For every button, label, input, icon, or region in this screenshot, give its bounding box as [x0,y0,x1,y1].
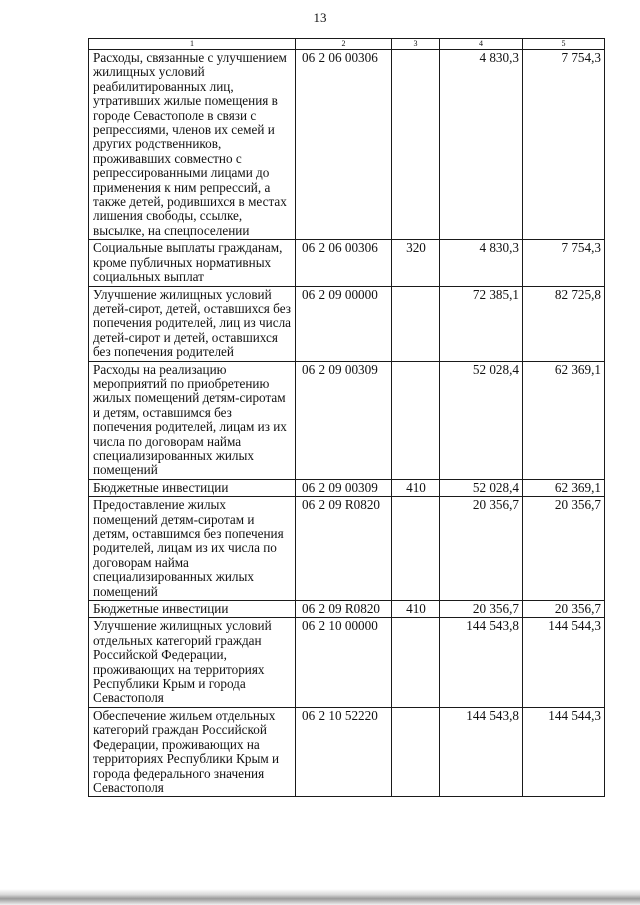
row-sum-2: 7 754,3 [523,50,605,240]
row-sum-1: 144 543,8 [440,618,523,707]
row-name: Предоставление жилых помещений детям-сиротам и детям, оставшимся без попечения родителей, лицам из их числа по договорам найма специализированных жилых помещений [89,497,296,601]
column-header: 1 [89,39,296,50]
table-row [89,497,605,601]
row-name: Бюджетные инвестиции [89,601,296,618]
row-expense-type [392,618,440,707]
row-sum-1: 4 830,3 [440,240,523,286]
row-name: Социальные выплаты гражданам, кроме публичных нормативных социальных выплат [89,240,296,286]
row-expense-type: 410 [392,601,440,618]
table-row [89,601,605,618]
row-name: Бюджетные инвестиции [89,479,296,496]
row-sum-1: 20 356,7 [440,497,523,601]
row-sum-1: 52 028,4 [440,361,523,479]
column-header: 3 [392,39,440,50]
row-code: 06 2 09 R0820 [296,601,392,618]
table-row [89,361,605,479]
scan-edge [0,889,640,905]
row-sum-2: 7 754,3 [523,240,605,286]
row-sum-2: 62 369,1 [523,479,605,496]
row-sum-1: 52 028,4 [440,479,523,496]
row-sum-1: 72 385,1 [440,286,523,361]
column-number-row [89,39,605,50]
table-row [89,240,605,286]
row-sum-2: 82 725,8 [523,286,605,361]
row-code: 06 2 10 00000 [296,618,392,707]
column-header: 5 [523,39,605,50]
row-expense-type [392,707,440,796]
table-row [89,286,605,361]
table-row [89,479,605,496]
row-code: 06 2 10 52220 [296,707,392,796]
budget-table [88,38,605,797]
row-name: Улучшение жилищных условий детей-сирот, детей, оставшихся без попечения родителей, лиц из числа детей-сирот и детей, оставшихся без попечения родителей [89,286,296,361]
column-header: 4 [440,39,523,50]
row-sum-2: 20 356,7 [523,497,605,601]
row-expense-type [392,497,440,601]
row-sum-2: 144 544,3 [523,618,605,707]
row-name: Расходы, связанные с улучшением жилищных условий реабилитированных лиц, утративших жилые помещения в городе Севастополе в связи с репрессиями, членов их семей и других родственников, проживавших совместно с репрессированными лицами до применения к ним репрессий, а также детей, родившихся в местах лишения свободы, ссылке, высылке, на спецпоселении [89,50,296,240]
row-code: 06 2 06 00306 [296,240,392,286]
row-code: 06 2 06 00306 [296,50,392,240]
row-code: 06 2 09 00309 [296,479,392,496]
row-expense-type [392,286,440,361]
table-row [89,50,605,240]
row-sum-1: 4 830,3 [440,50,523,240]
row-sum-1: 144 543,8 [440,707,523,796]
row-sum-2: 144 544,3 [523,707,605,796]
row-name: Обеспечение жильем отдельных категорий граждан Российской Федерации, проживающих на территориях Республики Крым и города федерального значения Севастополя [89,707,296,796]
row-expense-type: 320 [392,240,440,286]
row-sum-1: 20 356,7 [440,601,523,618]
row-sum-2: 62 369,1 [523,361,605,479]
column-header: 2 [296,39,392,50]
page-number: 13 [313,10,327,25]
row-expense-type: 410 [392,479,440,496]
row-code: 06 2 09 00000 [296,286,392,361]
row-code: 06 2 09 R0820 [296,497,392,601]
table-row [89,707,605,796]
row-expense-type [392,361,440,479]
row-name: Улучшение жилищных условий отдельных категорий граждан Российской Федерации, проживающих на территориях Республики Крым и города Севастополя [89,618,296,707]
row-expense-type [392,50,440,240]
row-code: 06 2 09 00309 [296,361,392,479]
row-sum-2: 20 356,7 [523,601,605,618]
row-name: Расходы на реализацию мероприятий по приобретению жилых помещений детям-сиротам и детям, оставшимся без попечения родителей, лицам из их числа по договорам найма специализированных жилых помещений [89,361,296,479]
table-row [89,618,605,707]
